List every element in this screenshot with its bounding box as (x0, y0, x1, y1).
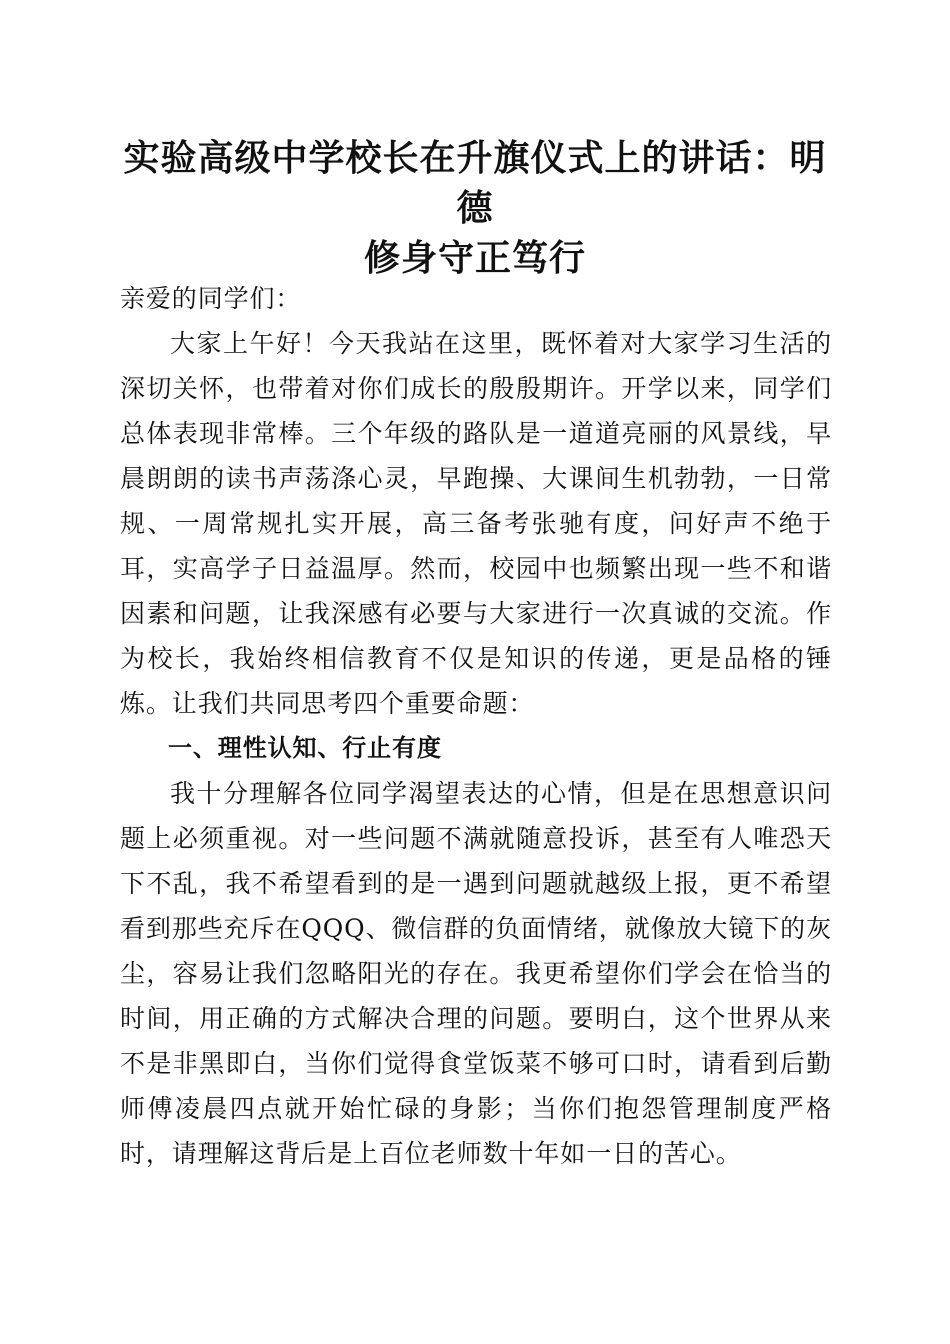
paragraph-section-1: 我十分理解各位同学渴望表达的心情，但是在思想意识问题上必须重视。对一些问题不满就随意投诉，甚至有人唯恐天下不乱，我不希望看到的是一遇到问题就越级上报，更不希望看到那些充斥在QQQ、微信群的负面情绪，就像放大镜下的灰尘，容易让我们忽略阳光的存在。我更希望你们学会在恰当的时间，用正确的方式解决合理的问题。要明白，这个世界从来不是非黑即白，当你们觉得食堂饭菜不够可口时，请看到后勤师傅凌晨四点就开始忙碌的身影；当你们抱怨管理制度严格时，请理解这背后是上百位老师数十年如一日的苦心。 (120, 779, 832, 1168)
document-title (110, 133, 840, 283)
document-body (120, 276, 832, 1176)
salutation: 亲爱的同学们： (120, 284, 302, 313)
section-heading-1: 一、理性认知、行止有度 (168, 734, 442, 762)
title-line-2: 修身守正笃行 (363, 237, 586, 279)
paragraph-opening: 大家上午好！今天我站在这里，既怀着对大家学习生活的深切关怀，也带着对你们成长的殷殷期许。开学以来，同学们总体表现非常棒。三个年级的路队是一道道亮丽的风景线，早晨朗朗的读书声荡涤心灵，早跑操、大课间生机勃勃，一日常规、一周常规扎实开展，高三备考张驰有度，问好声不绝于耳，实高学子日益温厚。然而，校园中也频繁出现一些不和谐因素和问题，让我深感有必要与大家进行一次真诚的交流。作为校长，我始终相信教育不仅是知识的传递，更是品格的锤炼。让我们共同思考四个重要命题： (120, 329, 832, 718)
title-line-1: 实验高级中学校长在升旗仪式上的讲话：明德 (123, 137, 827, 229)
